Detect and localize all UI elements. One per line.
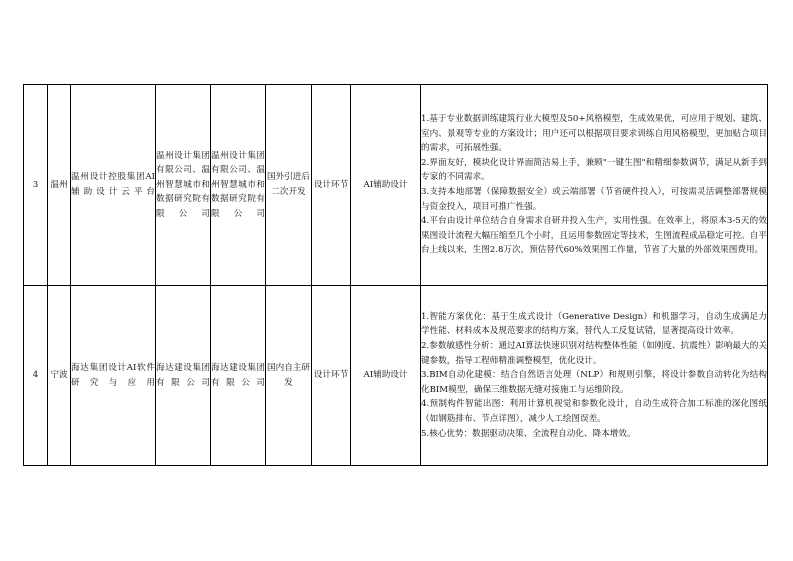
stage-cell: 设计环节 xyxy=(312,286,351,466)
region-cell: 宁波 xyxy=(48,286,71,466)
project-name-cell: 海达集团设计AI软件研究与应用 xyxy=(71,286,156,466)
table-row xyxy=(24,85,768,286)
row-number: 3 xyxy=(24,85,48,286)
description-cell xyxy=(421,85,768,286)
description-line: 4.预制构件智能出图：利用计算机视觉和参数化设计，自动生成符合加工标准的深化图纸（如钢筋排布、节点详图），减少人工绘图误差。 xyxy=(421,399,767,424)
description-line: 2.界面友好，模块化设计界面简洁易上手，兼顾"一键生图"和精细参数调节，满足从新手到专家的不同需求。 xyxy=(421,157,767,183)
description-line: 1.基于专业数据训练建筑行业大模型及50+风格模型，生成效果优，可应用于规划、建筑、室内、景观等专业的方案设计；用户还可以根据项目要求训练自用风格模型，更加贴合项目的需求，可拓展性强。 xyxy=(421,114,767,154)
development-type-cell: 国外引进后二次开发 xyxy=(266,85,312,286)
description-line: 1.智能方案优化：基于生成式设计（Generative Design）和机器学习，自动生成满足力学性能、材料成本及规范要求的结构方案，替代人工反复试错，显著提高设计效率。 xyxy=(421,311,767,337)
category-cell: AI辅助设计 xyxy=(351,85,421,286)
development-type-cell: 国内自主研发 xyxy=(266,286,312,466)
region-cell: 温州 xyxy=(48,85,71,286)
partner-cell: 温州设计集团有限公司、温州智慧城市和数据研究院有限公司 xyxy=(211,85,266,286)
partner-cell: 海达建设集团有限公司 xyxy=(211,286,266,466)
description-line: 3.支持本地部署（保障数据安全）或云端部署（节省硬件投入），可按需灵活调整部署规模与资金投入，项目可推广性强。 xyxy=(421,187,767,212)
description-line: 5.核心优势：数据驱动决策、全流程自动化、降本增效。 xyxy=(421,428,636,439)
stage-cell: 设计环节 xyxy=(312,85,351,286)
project-name-cell: 温州设计控股集团AI辅助设计云平台 xyxy=(71,85,156,286)
description-line: 2.参数敏感性分析：通过AI算法快速识别对结构整体性能（如刚度、抗震性）影响最大的关键参数，指导工程师精准调整模型，优化设计。 xyxy=(421,341,767,366)
description-cell xyxy=(421,286,768,466)
table-row xyxy=(24,286,768,466)
category-cell: AI辅助设计 xyxy=(351,286,421,466)
applicant-cell: 海达建设集团有限公司 xyxy=(156,286,211,466)
applicant-cell: 温州设计集团有限公司、温州智慧城市和数据研究院有限公司 xyxy=(156,85,211,286)
description-line: 3.BIM自动化建模：结合自然语言处理（NLP）和规则引擎，将设计参数自动转化为结构化BIM模型，确保三维数据无缝对接施工与运维阶段。 xyxy=(421,370,767,395)
row-number: 4 xyxy=(24,286,48,466)
description-line: 4.平台由设计单位结合自身需求自研并投入生产，实用性强。在效率上，将原本3-5天的效果图设计流程大幅压缩至几个小时，且运用参数固定等技术，生图流程成品稳定可控。自平台上线以来，生图2.8万次，预估替代60%效果图工作量，节省了大量的外部效果图费用。 xyxy=(421,216,767,256)
project-table xyxy=(23,84,768,466)
